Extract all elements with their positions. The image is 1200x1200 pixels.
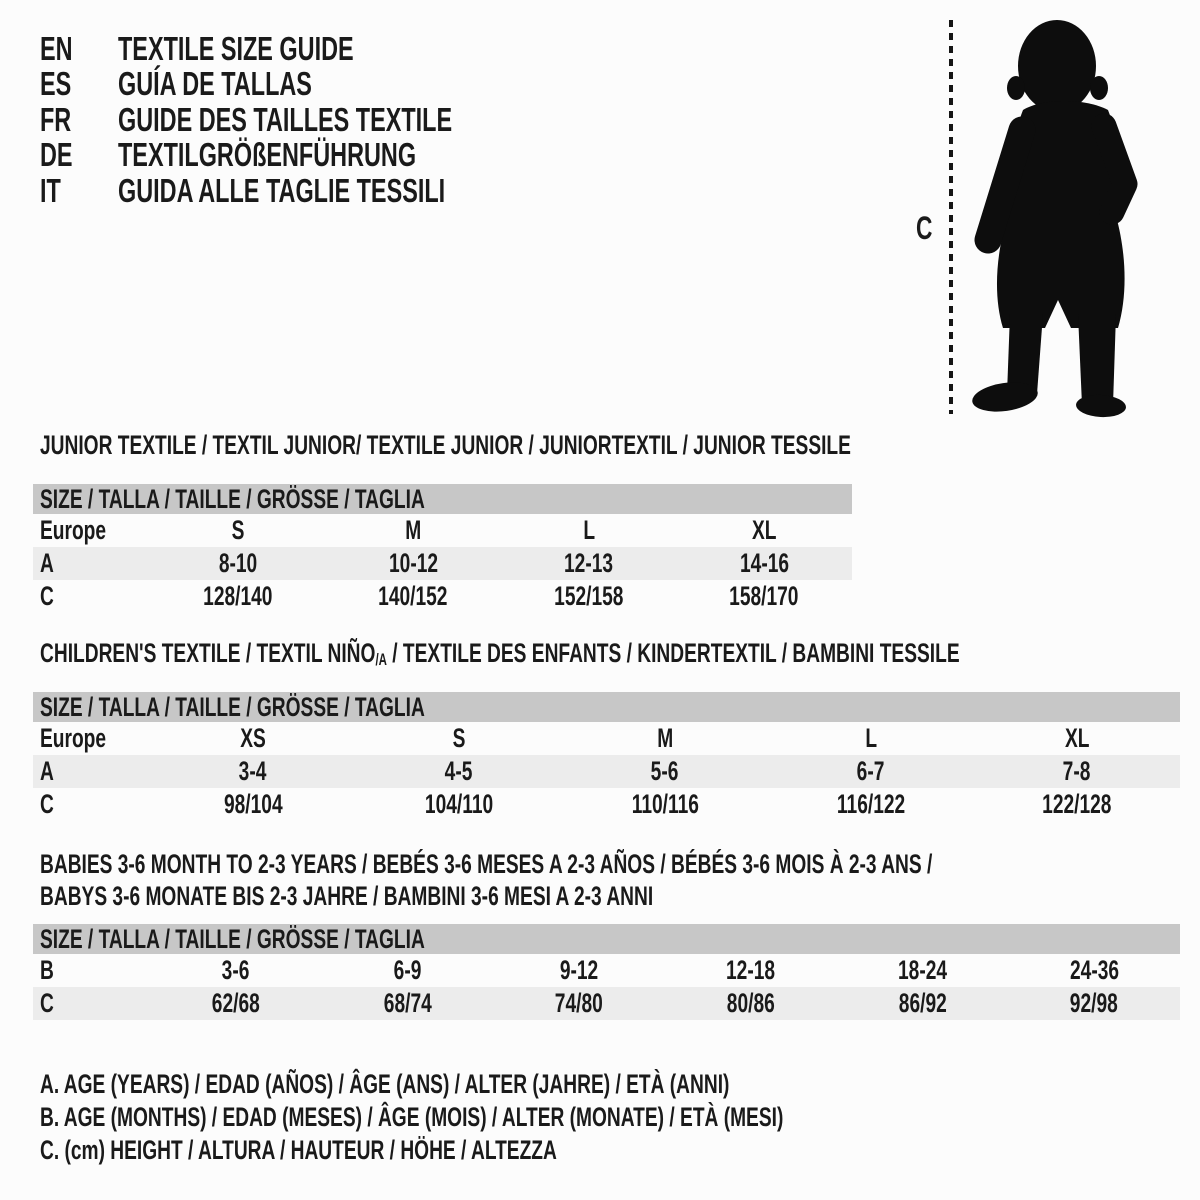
language-list xyxy=(40,31,589,209)
cell-value: L xyxy=(865,723,877,753)
legend xyxy=(40,1068,1087,1167)
language-label xyxy=(118,172,579,210)
language-code xyxy=(40,136,118,174)
table-cell xyxy=(150,722,356,755)
table-row xyxy=(33,580,852,613)
table-cell xyxy=(501,547,677,580)
cell-value: 10-12 xyxy=(388,548,438,578)
language-label xyxy=(118,101,589,139)
language-label xyxy=(118,136,538,174)
table-row xyxy=(33,788,1180,821)
legend-line xyxy=(40,1068,1087,1101)
cell-value: 158/170 xyxy=(729,581,799,611)
table-header xyxy=(33,484,852,514)
section-title-line xyxy=(40,848,1200,880)
row-label xyxy=(33,788,150,821)
language-code xyxy=(40,172,118,210)
row-label-text: A xyxy=(40,756,54,786)
row-label xyxy=(33,954,150,987)
table-cell xyxy=(677,514,853,547)
table-cell xyxy=(837,954,1009,987)
language-row xyxy=(40,173,589,209)
title-segment: BABYS 3-6 MONATE BIS 2-3 JAHRE / BAMBINI 3-6 MESI A 2-3 ANNI xyxy=(40,880,654,911)
cell-value: XL xyxy=(751,515,777,545)
table-cell xyxy=(150,547,326,580)
table-cell xyxy=(150,788,356,821)
language-row xyxy=(40,67,589,103)
title-segment: BABIES 3-6 MONTH TO 2-3 YEARS / BEBÉS 3-6 MESES A 2-3 AÑOS / BÉBÉS 3-6 MOIS À 2-3 ANS / xyxy=(40,848,933,879)
section-title-babies xyxy=(40,848,1200,912)
table-row xyxy=(33,514,852,547)
cell-value: 5-6 xyxy=(651,756,679,786)
cell-value: XS xyxy=(240,723,266,753)
title-segment: CHILDREN'S TEXTILE / TEXTIL NIÑO xyxy=(40,638,376,669)
language-row xyxy=(40,102,589,138)
table-row xyxy=(33,954,1180,987)
cell-value: 24-36 xyxy=(1069,955,1119,985)
table-cell xyxy=(501,514,677,547)
cell-value: 6-9 xyxy=(393,955,422,985)
table-cell xyxy=(837,987,1009,1020)
cell-value: 122/128 xyxy=(1042,789,1112,819)
legend-text: B. AGE (MONTHS) / EDAD (MESES) / ÂGE (MOIS) / ALTER (MONATE) / ETÀ (MESI) xyxy=(40,1102,784,1132)
row-label xyxy=(33,547,150,580)
table-cell xyxy=(974,722,1180,755)
table-cell xyxy=(150,755,356,788)
row-label-text: B xyxy=(40,955,54,985)
size-table-babies xyxy=(33,924,1180,1020)
row-label xyxy=(33,755,150,788)
language-label-text: GUÍA DE TALLAS xyxy=(118,65,312,103)
cell-value: M xyxy=(657,723,673,753)
table-cell xyxy=(356,722,562,755)
language-code xyxy=(40,65,118,103)
cell-value: 9-12 xyxy=(559,955,599,985)
section-title-text xyxy=(40,849,932,880)
table-row xyxy=(33,547,852,580)
table-cell xyxy=(768,788,974,821)
language-row xyxy=(40,31,589,67)
language-code xyxy=(40,101,118,139)
row-label xyxy=(33,722,150,755)
language-row xyxy=(40,138,589,174)
table-cell xyxy=(326,580,502,613)
cell-value: 104/110 xyxy=(424,789,494,819)
table-cell xyxy=(322,954,494,987)
cell-value: S xyxy=(452,723,466,753)
table-cell xyxy=(356,788,562,821)
table-cell xyxy=(501,580,677,613)
height-measure-line xyxy=(949,20,953,414)
table-cell xyxy=(326,547,502,580)
table-cell xyxy=(562,788,768,821)
language-code-text: ES xyxy=(40,65,72,103)
section-title-children xyxy=(40,638,1200,670)
table-row xyxy=(33,755,1180,788)
language-label-text: TEXTILE SIZE GUIDE xyxy=(118,29,354,67)
table-header-text: SIZE / TALLA / TAILLE / GRÖSSE / TAGLIA xyxy=(40,691,425,722)
row-label-text: Europe xyxy=(40,723,107,753)
table-cell xyxy=(768,755,974,788)
table-header-text: SIZE / TALLA / TAILLE / GRÖSSE / TAGLIA xyxy=(40,923,425,954)
table-cell xyxy=(493,954,665,987)
cell-value: 98/104 xyxy=(223,789,283,819)
table-cell xyxy=(665,954,837,987)
cell-value: S xyxy=(231,515,245,545)
row-label-text: Europe xyxy=(40,515,107,545)
legend-text: A. AGE (YEARS) / EDAD (AÑOS) / ÂGE (ANS) / ALTER (JAHRE) / ETÀ (ANNI) xyxy=(40,1069,730,1099)
language-label xyxy=(118,30,450,68)
table-cell xyxy=(356,755,562,788)
language-label xyxy=(118,65,391,103)
table-cell xyxy=(974,788,1180,821)
language-code-text: EN xyxy=(40,29,73,67)
table-cell xyxy=(665,987,837,1020)
language-label-text: GUIDA ALLE TAGLIE TESSILI xyxy=(118,171,446,209)
table-cell xyxy=(974,755,1180,788)
cell-value: 8-10 xyxy=(218,548,257,578)
cell-value: 62/68 xyxy=(211,988,260,1018)
cell-value: 92/98 xyxy=(1070,988,1119,1018)
language-code-text: DE xyxy=(40,136,73,174)
table-cell xyxy=(150,954,322,987)
table-cell xyxy=(1008,954,1180,987)
table-cell xyxy=(677,580,853,613)
title-segment: / TEXTILE DES ENFANTS / KINDERTEXTIL / BAMBINI TESSILE xyxy=(386,638,960,669)
cell-value: 128/140 xyxy=(203,581,273,611)
cell-value: 18-24 xyxy=(897,955,948,985)
cell-value: 116/122 xyxy=(836,789,906,819)
cell-value: 110/116 xyxy=(631,789,699,819)
language-label-text: TEXTILGRÖßENFÜHRUNG xyxy=(118,136,417,174)
cell-value: 3-4 xyxy=(239,756,267,786)
section-title-line xyxy=(40,880,1200,912)
cell-value: 140/152 xyxy=(378,581,448,611)
table-cell xyxy=(768,722,974,755)
cell-value: 74/80 xyxy=(555,988,604,1018)
table-cell xyxy=(562,755,768,788)
table-cell xyxy=(493,987,665,1020)
cell-value: 80/86 xyxy=(726,988,775,1018)
cell-value: 12-18 xyxy=(726,955,776,985)
cell-value: 3-6 xyxy=(221,955,250,985)
cell-value: 12-13 xyxy=(564,548,614,578)
language-code-text: FR xyxy=(40,100,72,138)
section-title-line xyxy=(40,429,1182,461)
row-label-text: C xyxy=(40,581,54,611)
legend-line xyxy=(40,1101,1087,1134)
title-subscript: /A xyxy=(375,650,387,669)
section-title-text xyxy=(40,638,960,670)
table-cell xyxy=(562,722,768,755)
title-segment: JUNIOR TEXTILE / TEXTIL JUNIOR/ TEXTILE JUNIOR / JUNIORTEXTIL / JUNIOR TESSILE xyxy=(40,429,851,460)
table-cell xyxy=(1008,987,1180,1020)
measure-label-c xyxy=(916,210,939,247)
cell-value: 4-5 xyxy=(445,756,473,786)
language-label-text: GUIDE DES TAILLES TEXTILE xyxy=(118,100,453,138)
table-row xyxy=(33,722,1180,755)
table-cell xyxy=(150,514,326,547)
size-table-junior xyxy=(33,484,852,613)
cell-value: L xyxy=(582,515,595,545)
row-label-text: A xyxy=(40,548,54,578)
baby-silhouette-icon xyxy=(966,14,1162,418)
legend-line xyxy=(40,1134,1087,1167)
table-cell xyxy=(150,580,326,613)
table-header xyxy=(33,924,1180,954)
row-label xyxy=(33,580,150,613)
cell-value: 6-7 xyxy=(857,756,885,786)
section-title-text xyxy=(40,881,653,912)
table-header-text: SIZE / TALLA / TAILLE / GRÖSSE / TAGLIA xyxy=(40,483,425,514)
cell-value: 86/92 xyxy=(898,988,947,1018)
cell-value: 14-16 xyxy=(739,548,789,578)
cell-value: M xyxy=(405,515,422,545)
row-label-text: C xyxy=(40,789,54,819)
table-cell xyxy=(322,987,494,1020)
cell-value: 7-8 xyxy=(1063,756,1091,786)
table-header xyxy=(33,692,1180,722)
cell-value: XL xyxy=(1064,723,1090,753)
row-label xyxy=(33,987,150,1020)
table-cell xyxy=(677,547,853,580)
row-label xyxy=(33,514,150,547)
legend-text: C. (cm) HEIGHT / ALTURA / HAUTEUR / HÖHE / ALTEZZA xyxy=(40,1135,557,1165)
section-title-line xyxy=(40,638,1200,670)
table-row xyxy=(33,987,1180,1020)
language-code xyxy=(40,30,118,68)
cell-value: 152/158 xyxy=(554,581,624,611)
table-cell xyxy=(150,987,322,1020)
cell-value: 68/74 xyxy=(383,988,432,1018)
row-label-text: C xyxy=(40,988,54,1018)
section-title-text xyxy=(40,430,851,461)
language-code-text: IT xyxy=(40,171,61,209)
table-cell xyxy=(326,514,502,547)
size-table-children xyxy=(33,692,1180,821)
measure-label-text: C xyxy=(916,210,933,246)
section-title-junior xyxy=(40,429,1182,461)
